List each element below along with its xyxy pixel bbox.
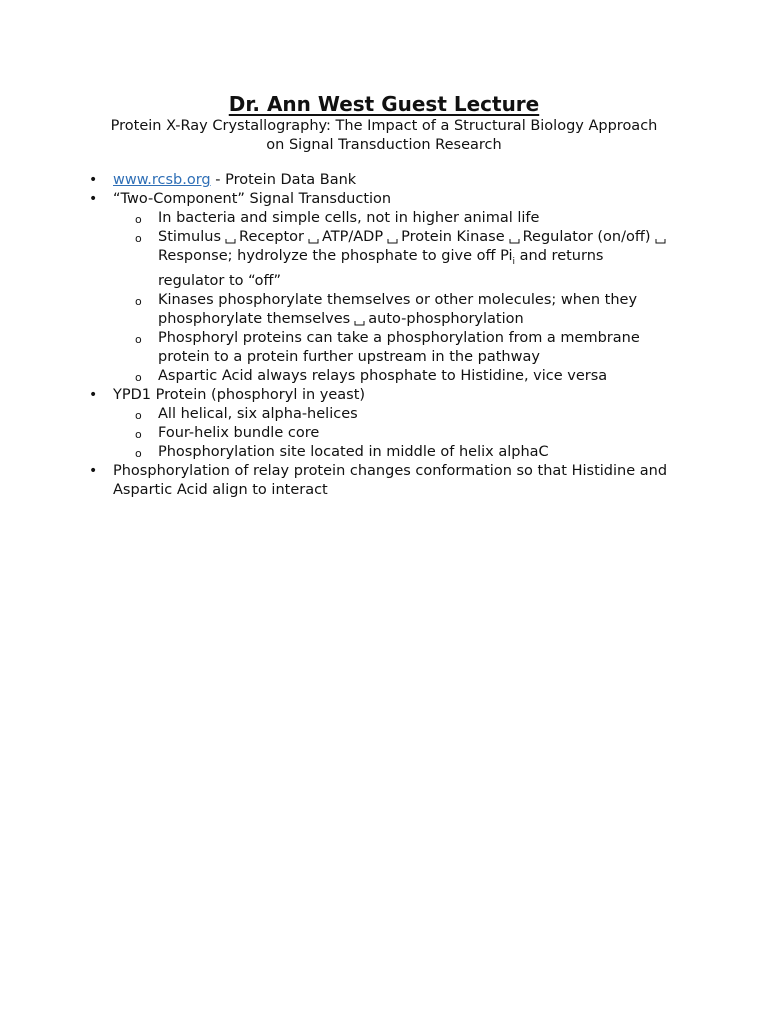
bullet-icon: •	[89, 172, 98, 188]
subscript-i: i	[512, 256, 516, 267]
sub-item-aspartic-acid	[0, 367, 768, 386]
arrow-icon	[225, 237, 236, 245]
sub-item-text: Phosphorylation site located in middle of helix alphaC	[158, 443, 549, 460]
auto-phosphorylation-text: auto-phosphorylation	[368, 310, 524, 327]
pathway-step-receptor: Receptor	[239, 229, 304, 245]
sub-bullet-icon: o	[135, 370, 142, 384]
sub-bullet-icon: o	[135, 427, 142, 441]
sub-bullet-icon: o	[135, 408, 142, 422]
sub-item-text	[158, 291, 673, 329]
sub-item-text	[158, 228, 673, 291]
bullet-icon: •	[89, 386, 98, 403]
bullet-icon: •	[89, 191, 98, 207]
sub-item-text: Four-helix bundle core	[158, 424, 320, 441]
sub-item-text: In bacteria and simple cells, not in higher animal life	[158, 210, 540, 226]
list-item-text	[113, 171, 673, 190]
sub-bullet-icon: o	[135, 332, 142, 346]
sub-item-bacteria	[0, 209, 768, 228]
bullet-icon: •	[89, 462, 98, 479]
notes-list	[0, 171, 768, 500]
arrow-icon	[509, 237, 520, 245]
rcsb-link[interactable]: www.rcsb.org	[113, 172, 211, 188]
list-item-rcsb	[0, 171, 768, 190]
arrow-icon	[387, 237, 398, 245]
kinases-text: Kinases phosphorylate themselves or other molecules; when they phosphorylate themselves	[158, 291, 638, 327]
sub-item-phosphoryl-proteins	[0, 329, 768, 367]
arrow-icon	[655, 237, 666, 245]
pathway-step-atp-adp: ATP/ADP	[321, 229, 384, 245]
subtitle-line-1: Protein X-Ray Crystallography: The Impact of a Structural Biology Approach	[110, 118, 658, 134]
sub-item-helical	[0, 405, 768, 424]
sub-item-text: All helical, six alpha-helices	[158, 405, 358, 422]
sub-item-phosphorylation-site	[0, 443, 768, 462]
subtitle-line-2: on Signal Transduction Research	[266, 137, 502, 153]
pathway-step-returns: and returns regulator to “off”	[158, 248, 604, 289]
sub-item-text: Phosphoryl proteins can take a phosphorylation from a membrane protein to a protein further upstream in the pathway	[158, 329, 640, 365]
list-item-ypd1	[0, 386, 768, 405]
sub-item-bundle-core	[0, 424, 768, 443]
sub-bullet-icon: o	[135, 232, 142, 245]
arrow-icon	[308, 237, 319, 245]
pathway-step-protein-kinase: Protein Kinase	[401, 229, 505, 245]
list-item-two-component	[0, 190, 768, 209]
sub-item-kinases	[0, 291, 768, 329]
pathway-step-stimulus: Stimulus	[158, 229, 222, 245]
pathway-step-response: Response; hydrolyze the phosphate to give off Pi	[158, 248, 513, 264]
sub-bullet-icon: o	[135, 446, 142, 460]
sub-item-pathway	[0, 228, 768, 291]
arrow-icon	[354, 319, 365, 327]
list-item-text: “Two-Component” Signal Transduction	[113, 191, 392, 207]
pathway-step-regulator: Regulator (on/off)	[522, 229, 651, 245]
list-item-relay-protein	[0, 462, 768, 500]
sub-bullet-icon: o	[135, 294, 142, 308]
list-item-text: YPD1 Protein (phosphoryl in yeast)	[113, 386, 366, 403]
rcsb-description: - Protein Data Bank	[210, 172, 357, 188]
sub-item-text: Aspartic Acid always relays phosphate to Histidine, vice versa	[158, 367, 608, 384]
list-item-text: Phosphorylation of relay protein changes conformation so that Histidine and Aspartic Acid align to interact	[113, 462, 668, 498]
sub-bullet-icon: o	[135, 213, 142, 226]
page-subtitle	[0, 117, 768, 155]
page-title: Dr. Ann West Guest Lecture	[228, 92, 540, 116]
